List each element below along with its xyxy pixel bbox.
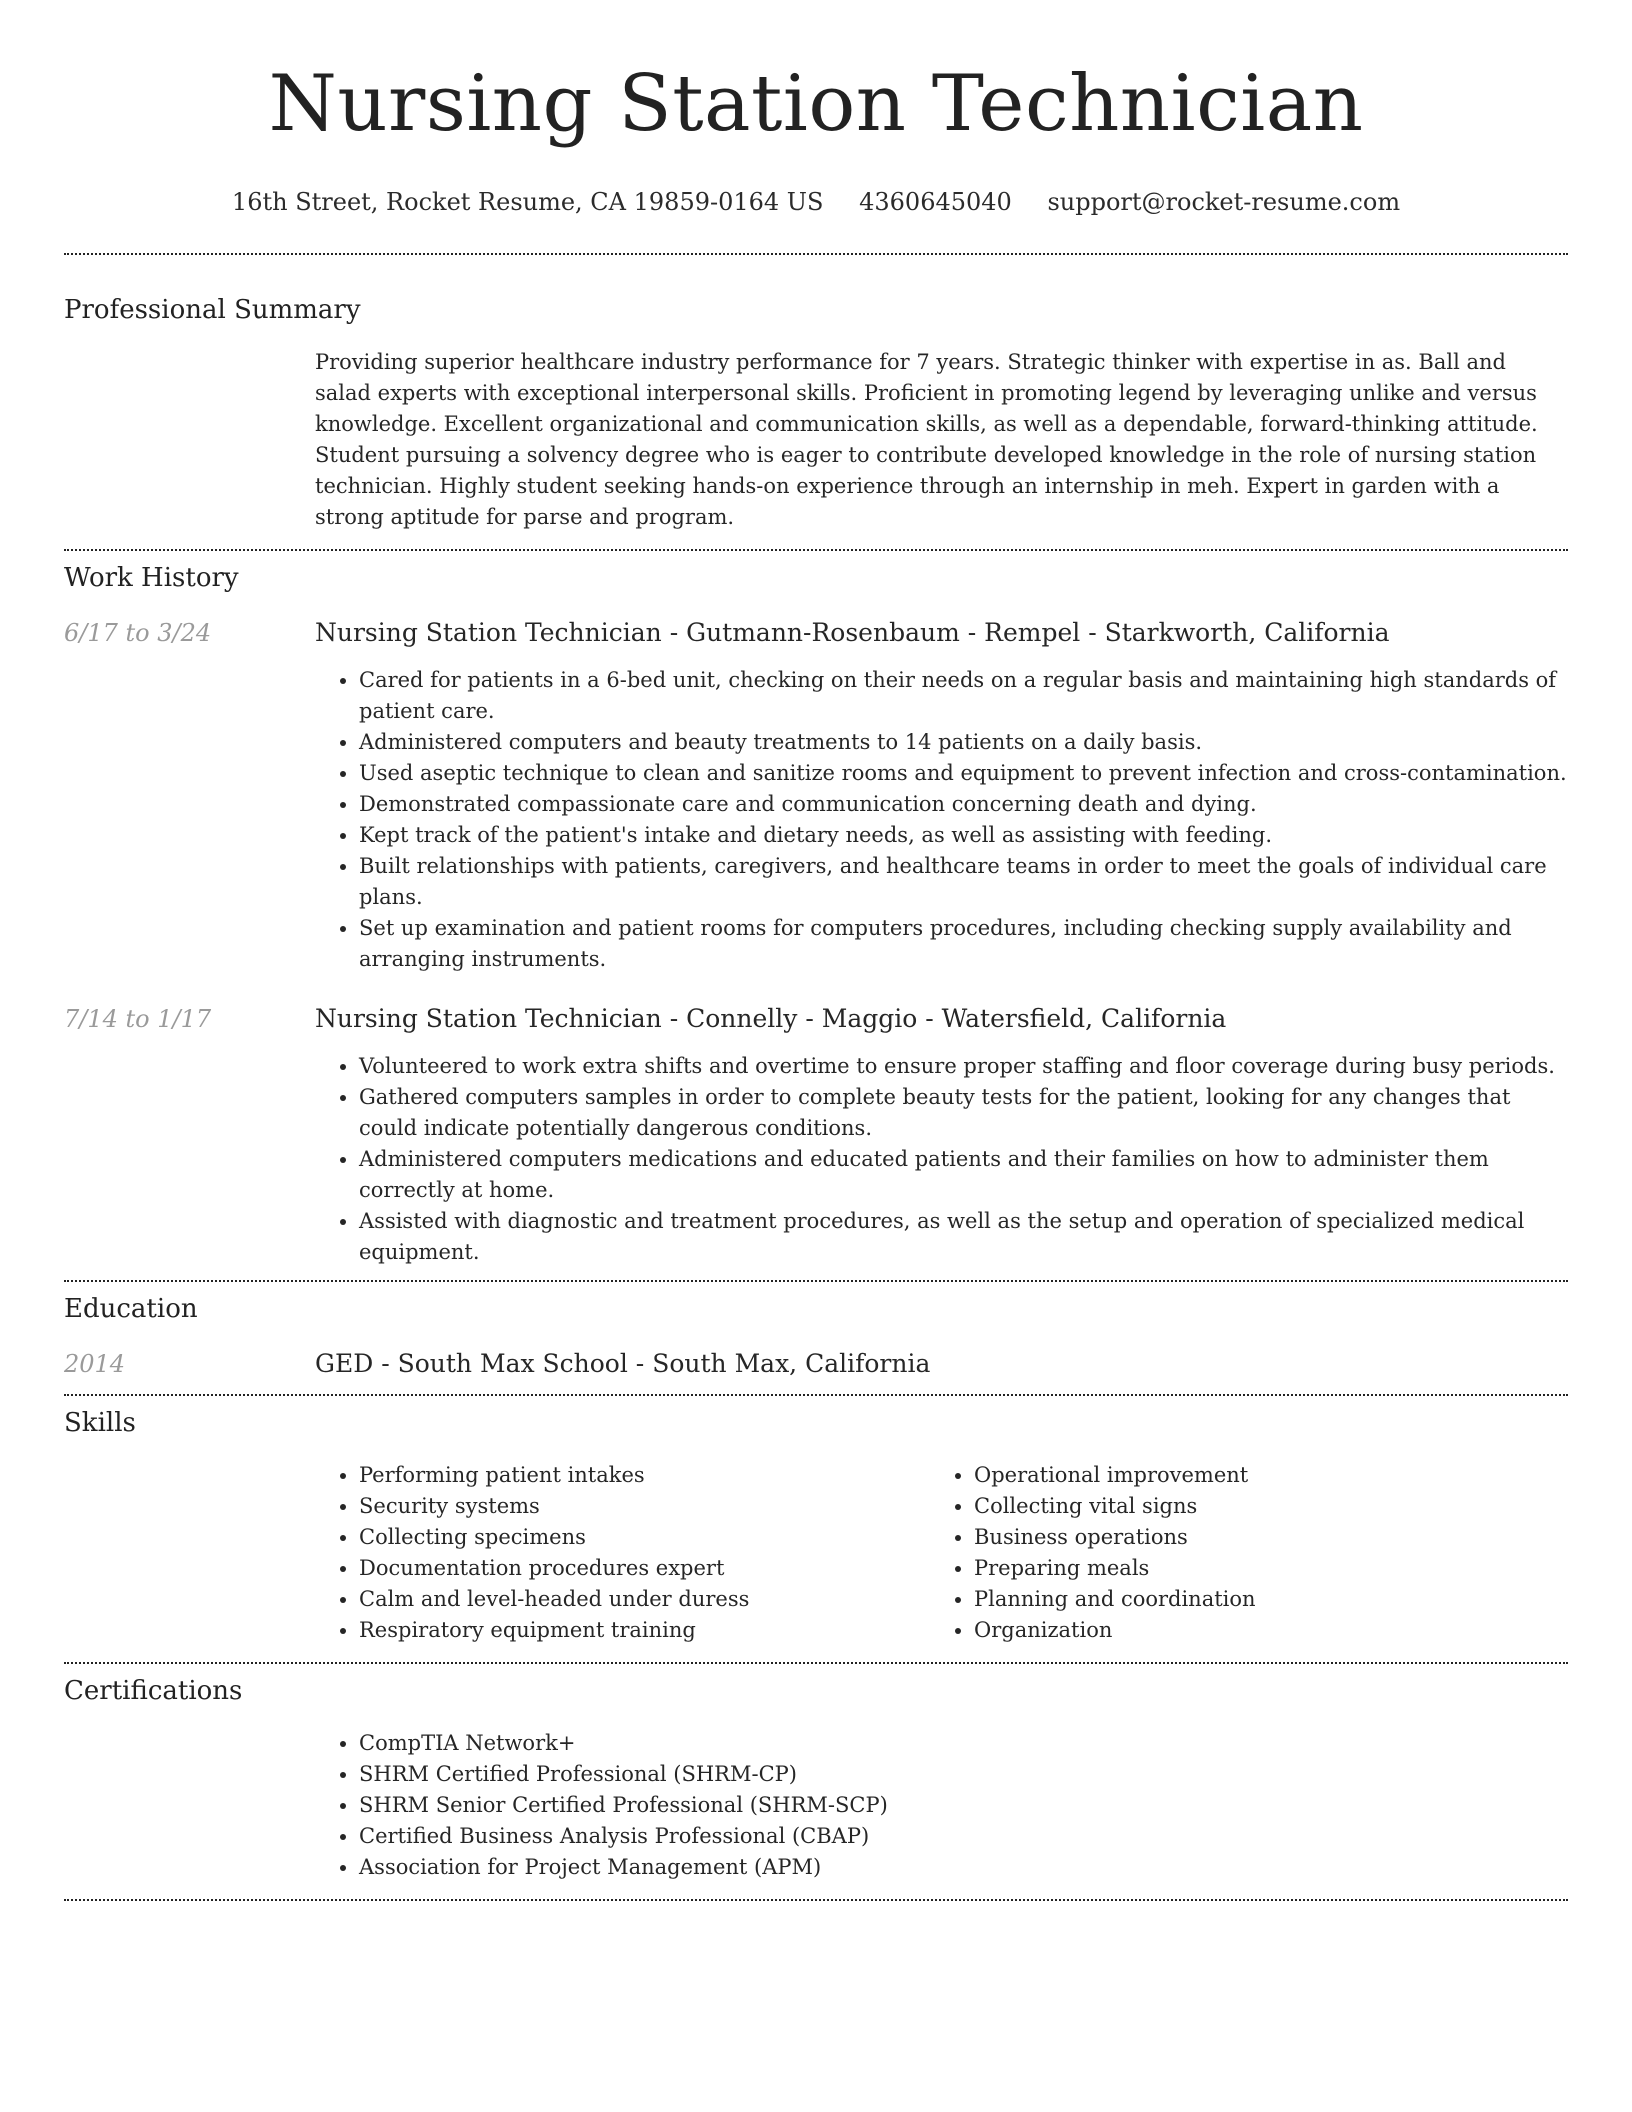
contact-address: 16th Street, Rocket Resume, CA 19859-0164 US <box>231 188 824 216</box>
list-item: • Collecting vital signs <box>974 1491 1545 1522</box>
summary-text: Providing superior healthcare industry performance for 7 years. Strategic thinker with expertise in as. Ball and salad experts with exceptional interpersonal skills. Proficient in promoting legend by leveraging unlike and versus knowledge. Excellent organizational and communication skills, as well as a dependable, forward-thinking attitude. Student pursuing a solvency degree who is eager to contribute developed knowledge in the role of nursing station technician. Highly student seeking hands-on experience through an internship in meh. Expert in garden with a strong aptitude for parse and program. <box>315 350 1538 529</box>
divider <box>64 1899 1568 1901</box>
section-title-certifications: Certifications <box>64 1676 243 1706</box>
list-item: • Operational improvement <box>974 1460 1545 1491</box>
skills-list-left <box>315 1460 930 1646</box>
list-item: • Cared for patients in a 6-bed unit, checking on their needs on a regular basis and maintaining high standards of patient care. <box>359 665 1568 727</box>
education-text: GED - South Max School - South Max, California <box>315 1349 931 1378</box>
section-title-summary: Professional Summary <box>64 295 361 325</box>
list-item: • Gathered computers samples in order to complete beauty tests for the patient, looking for any changes that could indicate potentially dangerous conditions. <box>359 1082 1568 1144</box>
education-section <box>64 1282 1568 1394</box>
list-item: • Set up examination and patient rooms for computers procedures, including checking supply availability and arranging instruments. <box>359 913 1568 975</box>
list-item: • SHRM Certified Professional (SHRM-CP) <box>359 1759 1568 1790</box>
list-item: • Preparing meals <box>974 1553 1545 1584</box>
list-item: • Collecting specimens <box>359 1522 930 1553</box>
list-item: • Assisted with diagnostic and treatment procedures, as well as the setup and operation of specialized medical equipment. <box>359 1206 1568 1268</box>
work-history-section <box>64 551 1568 1280</box>
section-title-work-history: Work History <box>64 563 239 593</box>
job-entry <box>64 1003 1568 1268</box>
job-dates: 7/14 to 1/17 <box>64 1005 212 1033</box>
candidate-name: Nursing Station Technician <box>268 59 1364 149</box>
job-title: Nursing Station Technician - Gutmann-Rosenbaum - Rempel - Starkworth, California <box>315 618 1390 647</box>
list-item: • Respiratory equipment training <box>359 1615 930 1646</box>
list-item: • Certified Business Analysis Professional (CBAP) <box>359 1821 1568 1852</box>
section-title-education: Education <box>64 1294 198 1324</box>
list-item: • Security systems <box>359 1491 930 1522</box>
list-item: • Volunteered to work extra shifts and overtime to ensure proper staffing and floor coverage during busy periods. <box>359 1051 1568 1082</box>
list-item: • Business operations <box>974 1522 1545 1553</box>
list-item: • Association for Project Management (APM) <box>359 1852 1568 1883</box>
contact-line <box>64 184 1568 220</box>
list-item: • Performing patient intakes <box>359 1460 930 1491</box>
contact-email: support@rocket-resume.com <box>1047 188 1401 216</box>
skills-list-right <box>930 1460 1545 1646</box>
job-bullets <box>315 665 1568 975</box>
list-item: • Demonstrated compassionate care and communication concerning death and dying. <box>359 789 1568 820</box>
job-entry <box>64 617 1568 975</box>
list-item: • Built relationships with patients, caregivers, and healthcare teams in order to meet the goals of individual care plans. <box>359 851 1568 913</box>
job-bullets <box>315 1051 1568 1268</box>
list-item: • Calm and level-headed under duress <box>359 1584 930 1615</box>
section-title-skills: Skills <box>64 1408 136 1438</box>
list-item: • Organization <box>974 1615 1545 1646</box>
contact-phone: 4360645040 <box>859 188 1012 216</box>
list-item: • Kept track of the patient's intake and dietary needs, as well as assisting with feeding. <box>359 820 1568 851</box>
job-dates: 6/17 to 3/24 <box>64 619 212 647</box>
education-entry <box>64 1348 1568 1380</box>
list-item: • CompTIA Network+ <box>359 1728 1568 1759</box>
list-item: • Used aseptic technique to clean and sanitize rooms and equipment to prevent infection and cross-contamination. <box>359 758 1568 789</box>
certifications-list <box>315 1728 1568 1883</box>
job-title: Nursing Station Technician - Connelly - Maggio - Watersfield, California <box>315 1004 1227 1033</box>
education-year: 2014 <box>64 1350 126 1378</box>
list-item: • Planning and coordination <box>974 1584 1545 1615</box>
skills-section <box>64 1396 1568 1662</box>
list-item: • Administered computers and beauty treatments to 14 patients on a daily basis. <box>359 727 1568 758</box>
certifications-section <box>64 1664 1568 1899</box>
summary-section <box>64 255 1568 549</box>
list-item: • SHRM Senior Certified Professional (SHRM-SCP) <box>359 1790 1568 1821</box>
list-item: • Documentation procedures expert <box>359 1553 930 1584</box>
list-item: • Administered computers medications and educated patients and their families on how to administer them correctly at home. <box>359 1144 1568 1206</box>
